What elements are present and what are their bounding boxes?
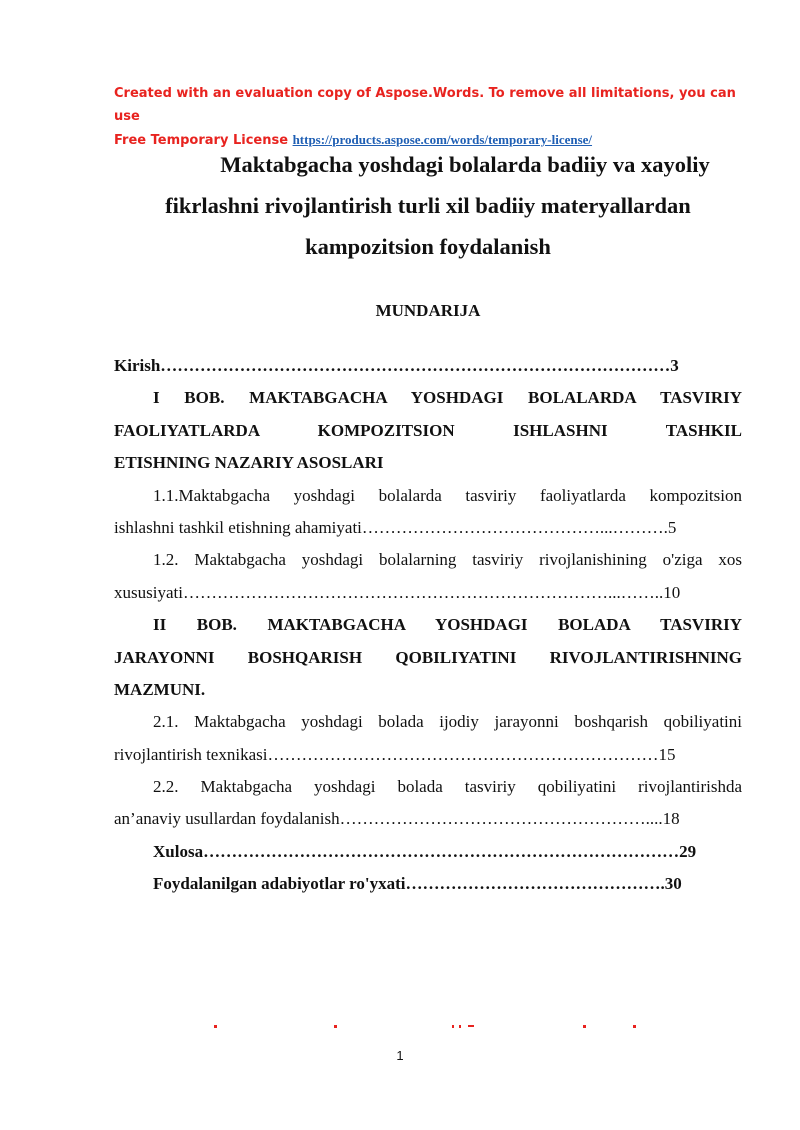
toc-chapter-2-line-2[interactable]: JARAYONNI BOSHQARISH QOBILIYATINI RIVOJLANTIRISHNING	[114, 647, 742, 667]
toc-entry-kirish[interactable]: Kirish………………………………………………………………………………3	[114, 356, 679, 375]
toc-section-2-1-line-1[interactable]: 2.1. Maktabgacha yoshdagi bolada ijodiy jarayonni boshqarish qobiliyatini	[153, 712, 742, 732]
toc-section-1-2-line-2[interactable]: xususiyati…………………………………………………………………...……..10	[114, 582, 681, 602]
table-of-contents	[114, 350, 742, 901]
footer-red-mark	[452, 1025, 454, 1028]
toc-entry-adabiyotlar[interactable]: Foydalanilgan adabiyotlar ro'yxati……………………………………….30	[153, 874, 682, 894]
toc-chapter-1-line-3[interactable]: ETISHNING NAZARIY ASOSLARI	[114, 453, 384, 473]
footer-red-mark	[334, 1025, 337, 1028]
footer-red-mark	[468, 1025, 474, 1027]
page-number: 1	[396, 1048, 404, 1063]
title-line-1: Maktabgacha yoshdagi bolalarda badiiy va xayoliy	[220, 152, 710, 177]
toc-section-2-1-line-2[interactable]: rivojlantirish texnikasi……………………………………………………………15	[114, 744, 676, 764]
title-line-2: fikrlashni rivojlantirish turli xil badiiy materyallardan	[165, 193, 691, 218]
toc-section-2-2-line-1[interactable]: 2.2. Maktabgacha yoshdagi bolada tasviriy qobiliyatini rivojlantirishda	[153, 777, 742, 797]
evaluation-watermark	[114, 82, 754, 152]
toc-section-1-1-line-1[interactable]: 1.1.Maktabgacha yoshdagi bolalarda tasviriy faoliyatlarda kompozitsion	[153, 485, 742, 505]
footer-red-mark	[583, 1025, 586, 1028]
toc-entry-xulosa[interactable]: Xulosa…………………………………………………………………………29	[153, 841, 697, 861]
temporary-license-link[interactable]: https://products.aspose.com/words/temporary-license/	[292, 132, 593, 147]
toc-chapter-2-line-3[interactable]: MAZMUNI.	[114, 679, 206, 699]
toc-chapter-1-line-1[interactable]: I BOB. MAKTABGACHA YOSHDAGI BOLALARDA TASVIRIY	[153, 388, 742, 408]
toc-section-1-2-line-1[interactable]: 1.2. Maktabgacha yoshdagi bolalarning tasviriy rivojlanishining o'ziga xos	[153, 550, 742, 570]
footer-red-mark	[459, 1025, 461, 1028]
toc-chapter-1-line-2[interactable]: FAOLIYATLARDA KOMPOZITSION ISHLASHNI TASHKIL	[114, 420, 742, 440]
watermark-license-text: Free Temporary License	[114, 133, 289, 148]
toc-heading: MUNDARIJA	[375, 301, 481, 320]
toc-section-1-1-line-2[interactable]: ishlashni tashkil etishning ahamiyati……………………………………...……….5	[114, 517, 677, 537]
watermark-line-1: Created with an evaluation copy of Aspose.Words. To remove all limitations, you can use	[114, 86, 736, 124]
footer-red-mark	[214, 1025, 217, 1028]
toc-chapter-2-line-1[interactable]: II BOB. MAKTABGACHA YOSHDAGI BOLADA TASVIRIY	[153, 615, 742, 635]
document-title	[114, 144, 742, 267]
title-line-3: kampozitsion foydalanish	[305, 234, 551, 259]
footer-red-mark	[633, 1025, 636, 1028]
toc-section-2-2-line-2[interactable]: an’anaviy usullardan foydalanish………………………………………………....18	[114, 809, 680, 829]
